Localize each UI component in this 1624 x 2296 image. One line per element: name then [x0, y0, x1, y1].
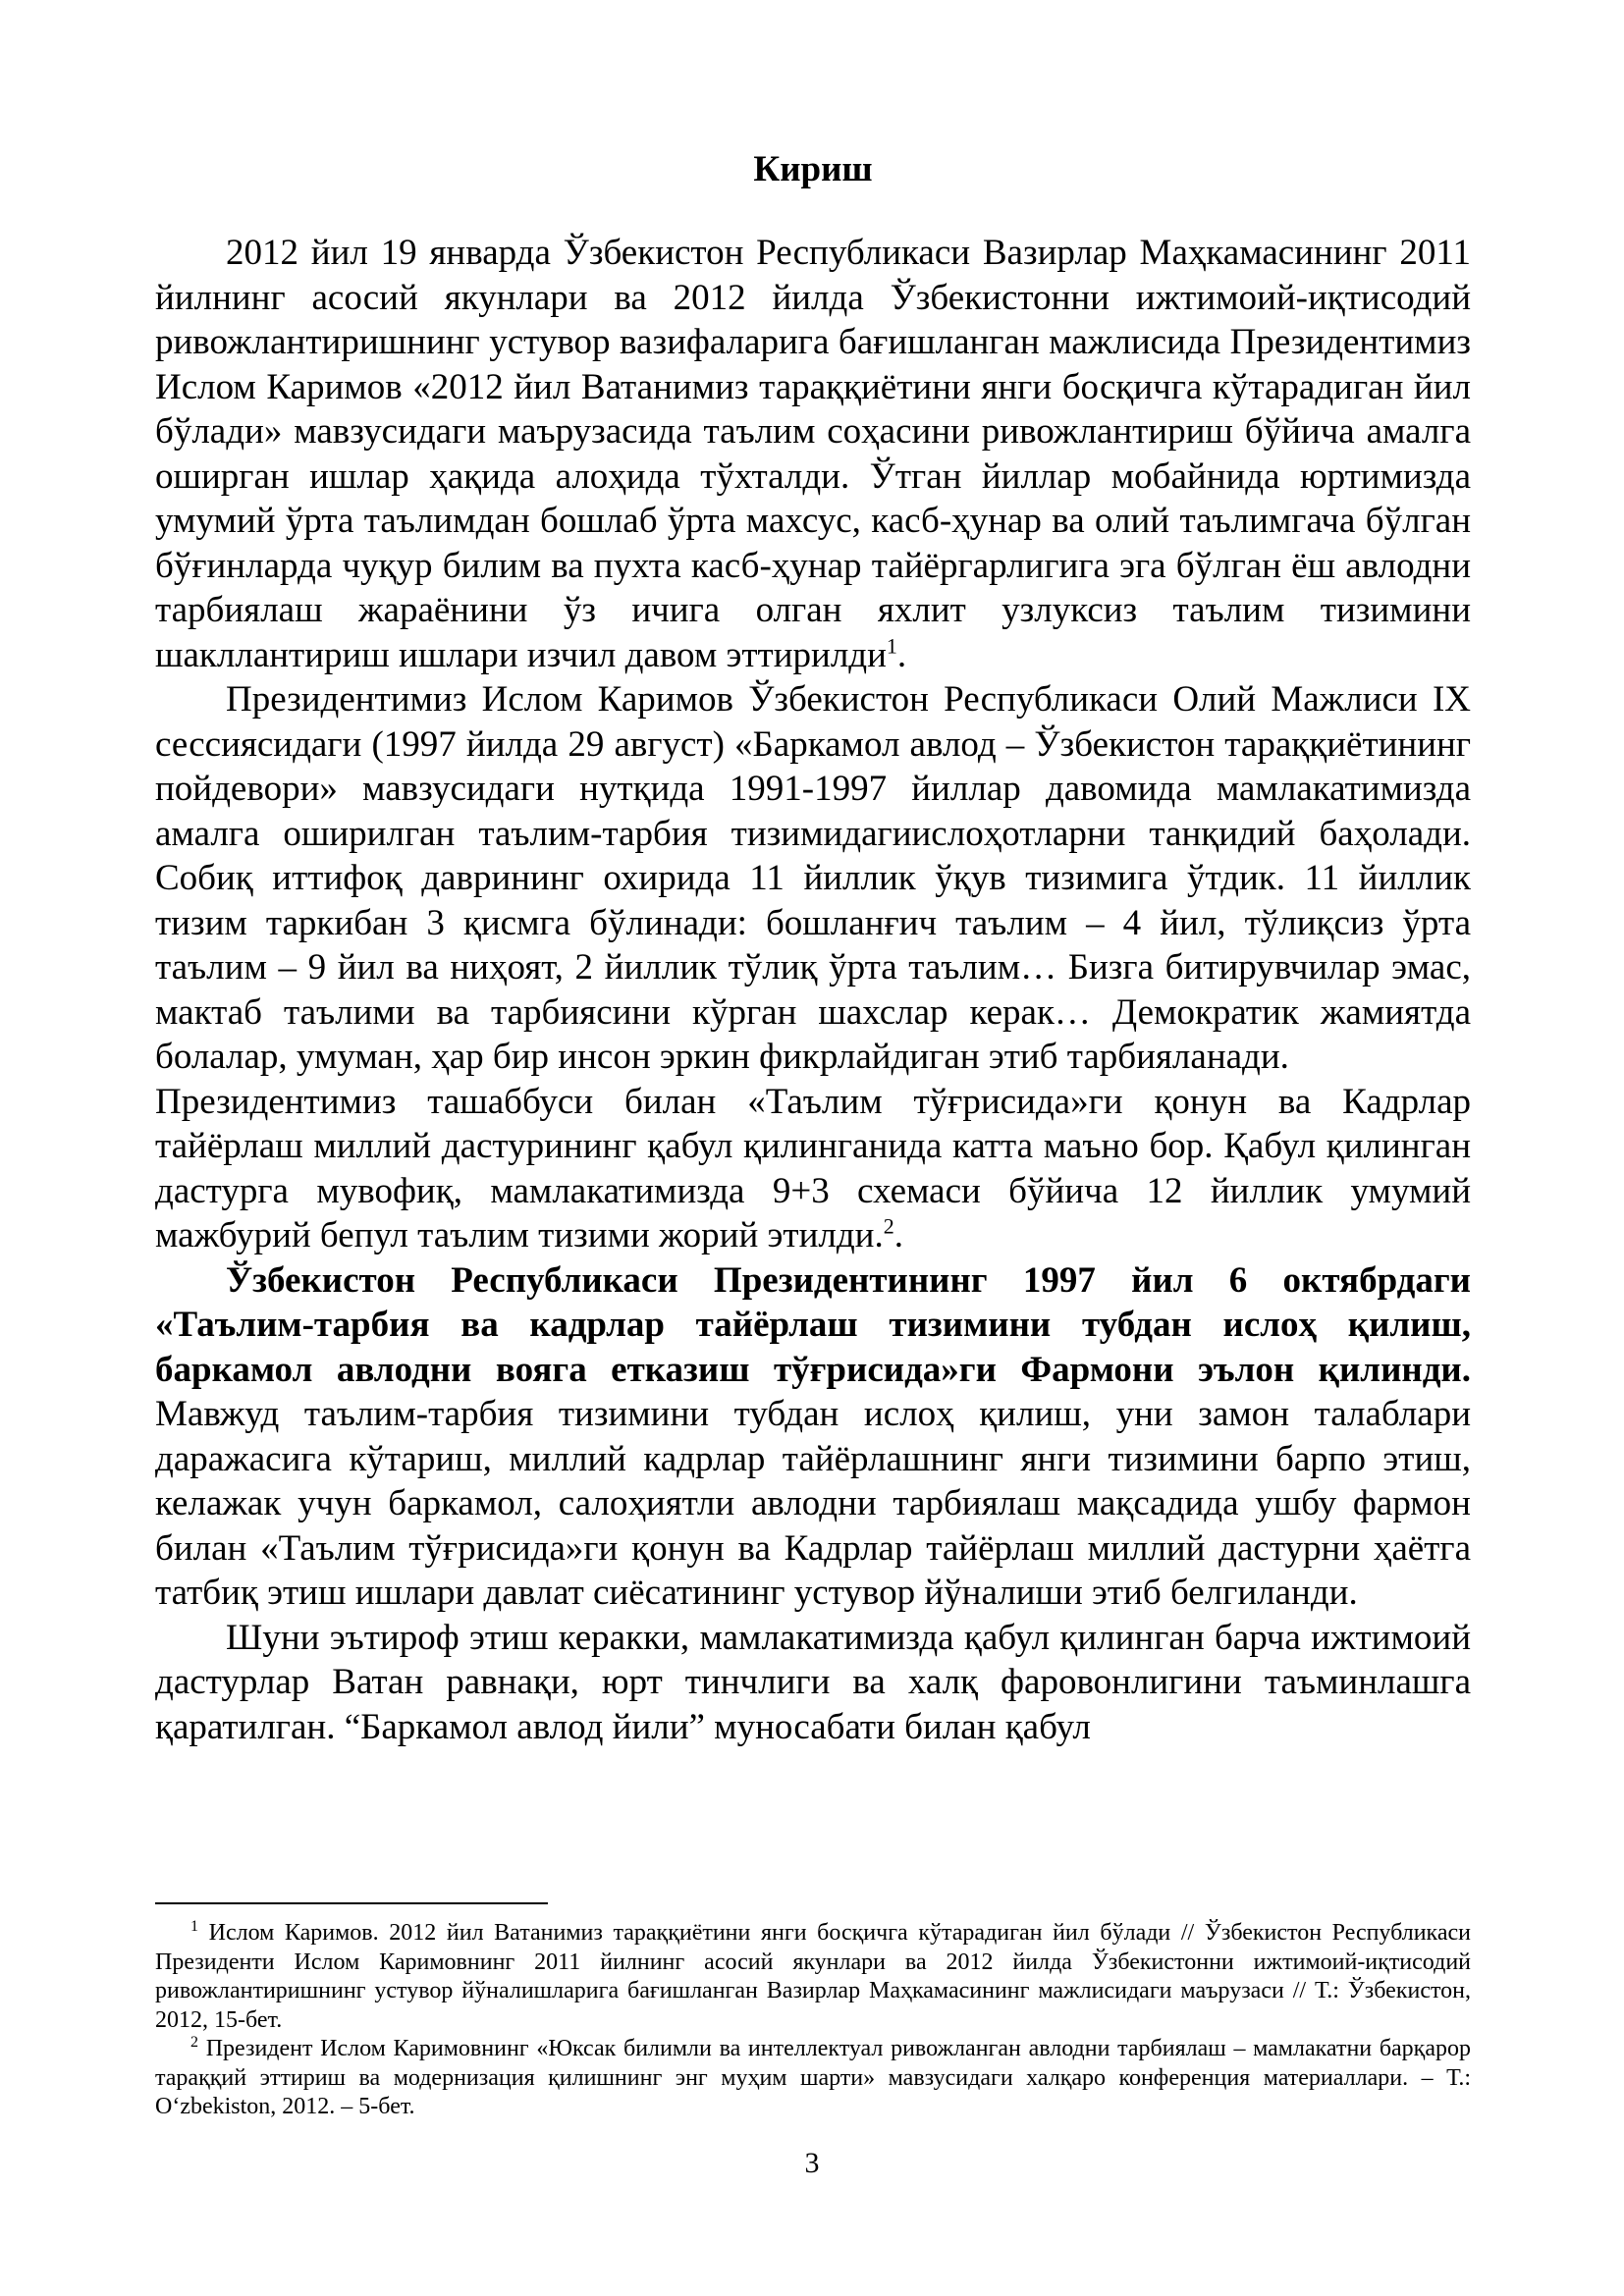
- footnote-ref-2[interactable]: 2: [883, 1213, 894, 1239]
- footnote-separator: [155, 1902, 548, 1904]
- paragraph-3-text: Президентимиз ташаббуси билан «Таълим тўғрисида»ги қонун ва Кадрлар тайёрлаш миллий дастурининг қабул қилинганида катта маъно бор. Қабул қилинган дастурга мувофиқ, мамлакатимизда 9+3 схемаси бўйича 12 йиллик умумий мажбурий бепул таълим тизими жорий этилди.: [155, 1081, 1471, 1255]
- paragraph-4: [155, 1258, 1471, 1616]
- page-number: 3: [804, 2147, 820, 2179]
- paragraph-5: Шуни эътироф этиш керакки, мамлакатимизда қабул қилинган барча ижтимоий дастурлар Ватан равнақи, юрт тинчлиги ва халқ фаровонлигини таъминлашга қаратилган. “Баркамол авлод йили” муносабати билан қабул: [155, 1617, 1471, 1747]
- footnote-2-text: Президент Ислом Каримовнинг «Юксак билимли ва интеллектуал ривожланган авлодни тарбиялаш – мамлакатни барқарор тараққий эттириш ва модернизация қилишнинг энг муҳим шарти» мавзусидаги халқаро конференция материаллари. – Т.: O‘zbekiston, 2012. – 5-бет.: [155, 2036, 1471, 2119]
- page-title: Кириш: [753, 149, 873, 189]
- footnote-2: [155, 2035, 1471, 2122]
- paragraph-2: Президентимиз Ислом Каримов Ўзбекистон Республикаси Олий Мажлиси IX сессиясидаги (1997 йилда 29 август) «Баркамол авлод – Ўзбекистон тараққиётининг пойдевори» мавзусидаги нутқида 1991-1997 йиллар давомида мамлакатимизда амалга оширилган таълим-тарбия тизимидагиислоҳотларни танқидий баҳолади. Собиқ иттифоқ даврининг охирида 11 йиллик ўқув тизимига ўтдик. 11 йиллик тизим таркибан 3 қисмга бўлинади: бошланғич таълим – 4 йил, тўлиқсиз ўрта таълим – 9 йил ва ниҳоят, 2 йиллик тўлиқ ўрта таълим… Бизга битирувчилар эмас, мактаб таълими ва тарбиясини кўрган шахслар керак… Демократик жамиятда болалар, умуман, ҳар бир инсон эркин фикрлайдиган этиб тарбияланади.: [155, 679, 1471, 1077]
- footnote-ref-1[interactable]: 1: [886, 633, 897, 659]
- paragraph-3-end: .: [893, 1215, 903, 1255]
- paragraph-1-text: 2012 йил 19 январда Ўзбекистон Республикаси Вазирлар Маҳкамасининг 2011 йилнинг асосий якунлари ва 2012 йилда Ўзбекистонни ижтимоий-иқтисодий ривожлантиришнинг устувор вазифаларига бағишланган мажлисида Президентимиз Ислом Каримов «2012 йил Ватанимиз тараққиётини янги босқичга кўтарадиган йил бўлади» мавзусидаги маърузасида таълим соҳасини ривожлантириш бўйича амалга оширган ишлар ҳақида алоҳида тўхталди. Ўтган йиллар мобайнида юртимизда умумий ўрта таълимдан бошлаб ўрта махсус, касб-ҳунар ва олий таълимгача бўлган бўғинларда чуқур билим ва пухта касб-ҳунар тайёргарлигига эга бўлган ёш авлодни тарбиялаш жараёнини ўз ичига олган яхлит узлуксиз таълим тизимини шакллантириш ишлари изчил давом эттирилди: [155, 233, 1471, 675]
- footnotes: [155, 1919, 1471, 2122]
- footnote-1-text: Ислом Каримов. 2012 йил Ватанимиз тараққиётини янги босқичга кўтарадиган йил бўлади // Ўзбекистон Республикаси Президенти Ислом Каримовнинг 2011 йилнинг асосий якунлари ва 2012 йилда Ўзбекистонни ижтимоий-иқтисодий ривожлантиришнинг устувор йўналишларига бағишланган Вазирлар Маҳкамасининг мажлисидаги маърузаси // Т.: Ўзбекистон, 2012, 15-бет.: [155, 1920, 1471, 2033]
- document-page: [155, 147, 1471, 1749]
- footnote-2-marker: 2: [190, 2034, 198, 2051]
- decree-heading: Ўзбекистон Республикаси Президентининг 1997 йил 6 октябрдаги «Таълим-тарбия ва кадрлар тайёрлаш тизимини тубдан ислоҳ қилиш, баркамол авлодни вояга етказиш тўғрисида»ги Фармони эълон қилинди.: [155, 1259, 1471, 1390]
- footnote-1: [155, 1919, 1471, 2035]
- paragraph-4-text: Мавжуд таълим-тарбия тизимини тубдан ислоҳ қилиш, уни замон талаблари даражасига кўтариш, миллий кадрлар тайёрлашнинг янги тизимини барпо этиш, келажак учун баркамол, салоҳиятли авлодни тарбиялаш мақсадида ушбу фармон билан «Таълим тўғрисида»ги қонун ва Кадрлар тайёрлаш миллий дастурни ҳаётга татбиқ этиш ишлари давлат сиёсатининг устувор йўналиши этиб белгиланди.: [155, 1394, 1471, 1613]
- paragraph-3: [155, 1080, 1471, 1258]
- paragraph-1-end: .: [896, 634, 907, 675]
- paragraph-1: [155, 231, 1471, 677]
- footnote-1-marker: 1: [190, 1918, 198, 1935]
